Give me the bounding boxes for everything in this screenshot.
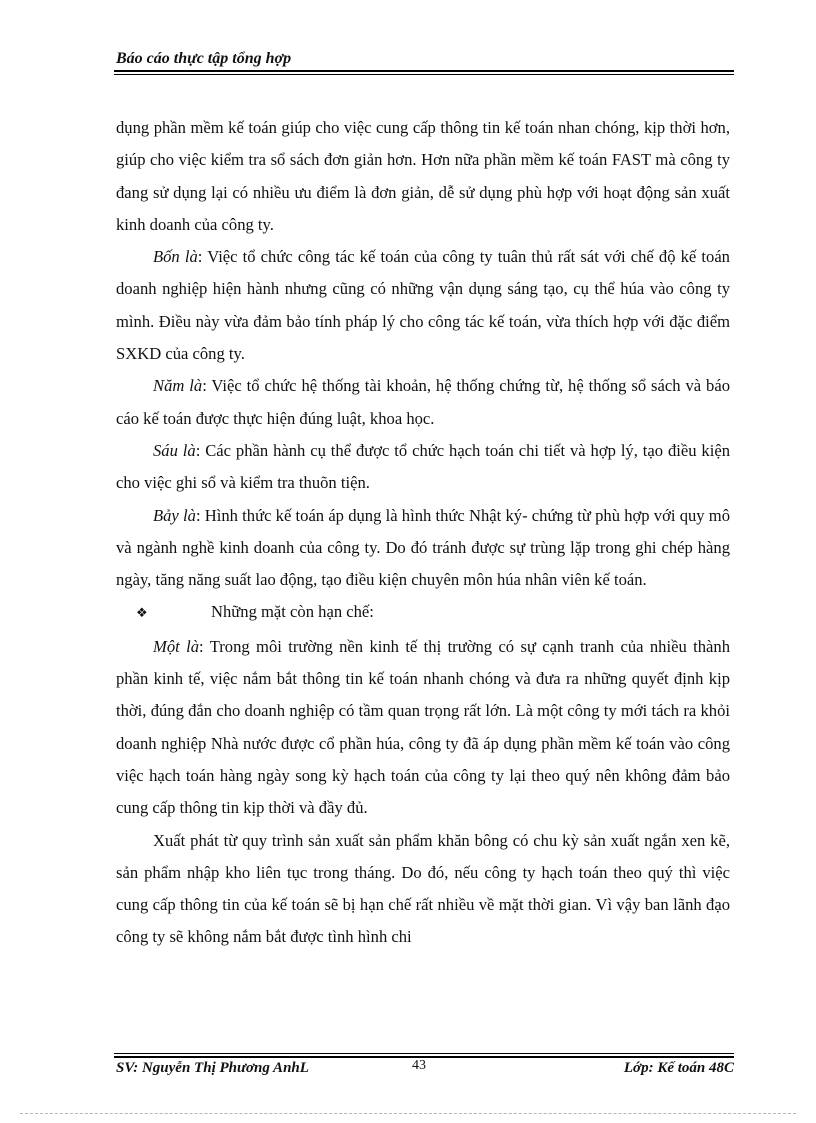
bullet-heading-text: Những mặt còn hạn chế:	[211, 602, 374, 622]
footer-student-name: SV: Nguyễn Thị Phương AnhL	[116, 1060, 309, 1076]
paragraph-5-text: : Hình thức kế toán áp dụng là hình thức Nhật ký- chứng từ phù hợp với quy mô và ngành nghề kinh doanh của công ty. Do đó tránh được sự trùng lặp trong ghi chép hàng ngày, tăng năng suất lao động, tạo điều kiện chuyên môn húa nhân viên kế toán.	[116, 505, 731, 590]
paragraph-3-text: : Việc tổ chức hệ thống tài khoản, hệ thống chứng từ, hệ thống sổ sách và báo cáo kế toán được thực hiện đúng luật, khoa học.	[116, 376, 730, 428]
header-title: Báo cáo thực tập tổng hợp	[116, 50, 292, 67]
paragraph-5	[116, 500, 730, 597]
paragraph-4-text: : Các phần hành cụ thể được tổ chức hạch toán chi tiết và hợp lý, tạo điều kiện cho việc ghi sổ và kiểm tra thuõn tiện.	[116, 440, 730, 493]
paragraph-6	[116, 631, 730, 825]
footer-class-label: Lớp: Kế toán 48C	[623, 1060, 734, 1076]
paragraph-2-lead: Bốn là	[153, 247, 198, 267]
paragraph-1: dụng phần mềm kế toán giúp cho việc cung cấp thông tin kế toán nhan chóng, kịp thời hơn, giúp cho việc kiểm tra sổ sách đơn giản hơn. Hơn nữa phần mềm kế toán FAST mà công ty đang sử dụng lại có nhiều ưu điểm là đơn giản, dễ sử dụng phù hợp với hoạt động sản xuất kinh doanh của công ty.	[116, 118, 730, 234]
paragraph-2-text: : Việc tổ chức công tác kế toán của công ty tuân thủ rất sát với chế độ kế toán doanh nghiệp hiện hành nhưng cũng có những vận dụng sáng tạo, cụ thể húa vào công ty mình. Điều này vừa đảm bảo tính pháp lý cho công tác kế toán, vừa thích hợp với đặc điểm SXKD của công ty.	[116, 247, 730, 364]
paragraph-4-lead: Sáu là	[153, 440, 196, 460]
paragraph-3-lead: Năm là	[153, 376, 203, 396]
page-number: 43	[412, 1058, 426, 1073]
footer-rule	[114, 1053, 734, 1054]
page-break-line	[20, 1113, 796, 1114]
paragraph-2	[116, 241, 730, 370]
header-rule	[114, 70, 734, 72]
body-text	[116, 112, 730, 954]
bullet-heading	[116, 596, 730, 630]
paragraph-3	[116, 370, 730, 435]
paragraph-7: Xuất phát từ quy trình sản xuất sản phẩm khăn bông có chu kỳ sản xuất ngắn xen kẽ, sản phẩm nhập kho liên tục trong tháng. Do đó, nếu công ty hạch toán theo quý thì việc cung cấp thông tin của kế toán sẽ bị hạn chế rất nhiều về mặt thời gian. Vì vậy ban lãnh đạo công ty sẽ không nắm bắt được tình hình chi	[116, 830, 730, 947]
diamond-bullet-icon: ❖	[136, 606, 148, 622]
header-rule-thin	[114, 74, 734, 75]
paragraph-6-lead: Một là	[153, 636, 200, 656]
paragraph-4	[116, 435, 730, 500]
paragraph-6-text: : Trong môi trường nền kinh tế thị trường có sự cạnh tranh của nhiều thành phần kinh tế, việc nắm bắt thông tin kế toán nhanh chóng và đưa ra những quyết định kịp thời, đúng đắn cho doanh nghiệp có tầm quan trọng rất lớn. Là một công ty mới tách ra khỏi doanh nghiệp Nhà nước được cổ phần húa, công ty đã áp dụng phần mềm kế toán vào công việc hạch toán hàng ngày song kỳ hạch toán của công ty lại theo quý nên không đảm bảo cung cấp thông tin kịp thời và đầy đủ.	[116, 636, 730, 818]
paragraph-5-lead: Bảy là	[153, 505, 196, 525]
